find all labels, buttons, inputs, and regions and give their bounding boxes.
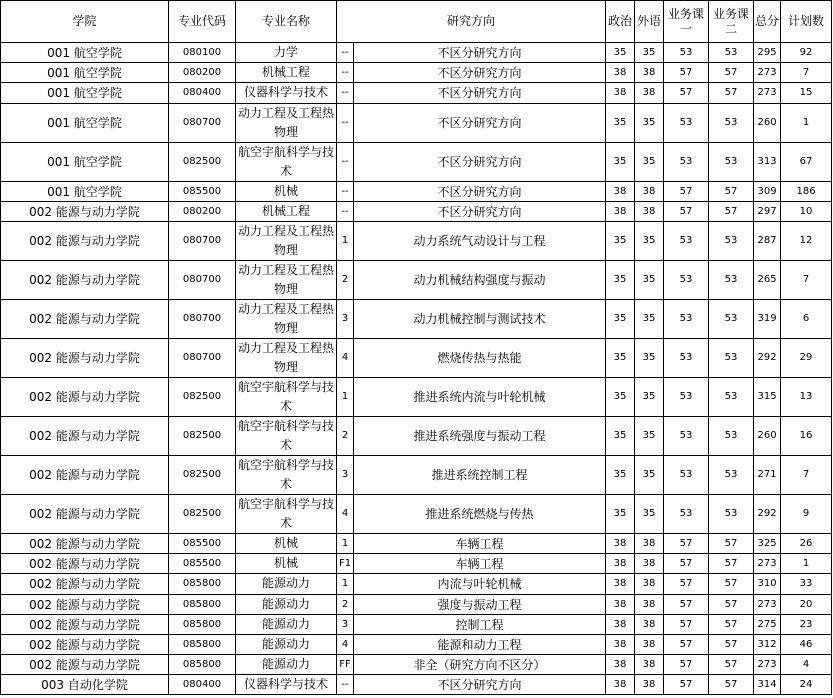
cell-total: 273 <box>754 554 781 574</box>
cell-politics: 38 <box>606 574 635 594</box>
cell-course2: 53 <box>709 260 754 299</box>
cell-direction: 推进系统强度与振动工程 <box>354 416 606 455</box>
cell-total: 273 <box>754 655 781 675</box>
cell-code: 085800 <box>169 655 236 675</box>
cell-code: 080200 <box>169 63 236 83</box>
cell-foreign: 35 <box>635 455 664 494</box>
cell-code: 080700 <box>169 299 236 338</box>
cell-total: 271 <box>754 455 781 494</box>
cell-course2: 57 <box>709 63 754 83</box>
cell-plan: 13 <box>781 377 832 416</box>
cell-total: 325 <box>754 533 781 553</box>
cell-plan: 6 <box>781 299 832 338</box>
cell-college: 002 能源与动力学院 <box>1 574 169 594</box>
cell-college: 002 能源与动力学院 <box>1 416 169 455</box>
cell-plan: 24 <box>781 675 832 695</box>
cell-total: 275 <box>754 614 781 634</box>
cell-direction: 车辆工程 <box>354 554 606 574</box>
cell-course2: 57 <box>709 634 754 654</box>
cell-course2: 53 <box>709 455 754 494</box>
cell-foreign: 38 <box>635 83 664 103</box>
cell-major: 航空宇航科学与技术 <box>236 377 337 416</box>
cell-sub-direction: -- <box>337 181 354 201</box>
cell-total: 309 <box>754 181 781 201</box>
cell-code: 080700 <box>169 260 236 299</box>
cell-sub-direction: 3 <box>337 614 354 634</box>
cell-major: 仪器科学与技术 <box>236 675 337 695</box>
cell-politics: 38 <box>606 554 635 574</box>
table-row <box>1 614 832 634</box>
cell-course2: 57 <box>709 614 754 634</box>
cell-code: 085800 <box>169 574 236 594</box>
cell-total: 292 <box>754 494 781 533</box>
table-row <box>1 83 832 103</box>
table-row <box>1 594 832 614</box>
cell-politics: 38 <box>606 83 635 103</box>
cell-course2: 57 <box>709 554 754 574</box>
cell-plan: 16 <box>781 416 832 455</box>
cell-course2: 53 <box>709 377 754 416</box>
cell-college: 002 能源与动力学院 <box>1 377 169 416</box>
cell-plan: 9 <box>781 494 832 533</box>
cell-code: 080100 <box>169 43 236 63</box>
cell-sub-direction: 1 <box>337 574 354 594</box>
table-row <box>1 377 832 416</box>
cell-direction: 不区分研究方向 <box>354 181 606 201</box>
cell-major: 航空宇航科学与技术 <box>236 142 337 181</box>
cell-college: 002 能源与动力学院 <box>1 299 169 338</box>
cell-sub-direction: 4 <box>337 494 354 533</box>
cell-college: 002 能源与动力学院 <box>1 655 169 675</box>
cell-politics: 38 <box>606 181 635 201</box>
cell-course2: 53 <box>709 416 754 455</box>
cell-major: 机械 <box>236 181 337 201</box>
cell-foreign: 38 <box>635 634 664 654</box>
cell-code: 082500 <box>169 142 236 181</box>
cell-foreign: 38 <box>635 533 664 553</box>
cell-course2: 53 <box>709 299 754 338</box>
cell-foreign: 38 <box>635 201 664 221</box>
cell-course1: 57 <box>664 655 709 675</box>
cell-course1: 57 <box>664 63 709 83</box>
cell-sub-direction: -- <box>337 201 354 221</box>
cell-major: 航空宇航科学与技术 <box>236 455 337 494</box>
cell-sub-direction: 4 <box>337 634 354 654</box>
cell-direction: 非全（研究方向不区分） <box>354 655 606 675</box>
cell-sub-direction: -- <box>337 103 354 142</box>
cell-sub-direction: 1 <box>337 377 354 416</box>
cell-course1: 57 <box>664 533 709 553</box>
cell-course1: 53 <box>664 455 709 494</box>
cell-major: 机械 <box>236 554 337 574</box>
cell-total: 297 <box>754 201 781 221</box>
cell-course1: 57 <box>664 574 709 594</box>
cell-foreign: 35 <box>635 260 664 299</box>
cell-plan: 23 <box>781 614 832 634</box>
cell-direction: 车辆工程 <box>354 533 606 553</box>
cell-major: 机械工程 <box>236 63 337 83</box>
header-foreign: 外语 <box>635 1 664 43</box>
cell-college: 001 航空学院 <box>1 181 169 201</box>
cell-course2: 53 <box>709 338 754 377</box>
cell-course1: 57 <box>664 675 709 695</box>
table-row <box>1 494 832 533</box>
cell-course2: 53 <box>709 43 754 63</box>
table-row <box>1 260 832 299</box>
cell-politics: 38 <box>606 634 635 654</box>
cell-plan: 186 <box>781 181 832 201</box>
table-row <box>1 533 832 553</box>
table-row <box>1 655 832 675</box>
cell-course1: 57 <box>664 594 709 614</box>
cell-politics: 35 <box>606 221 635 260</box>
cell-code: 082500 <box>169 494 236 533</box>
cell-foreign: 35 <box>635 103 664 142</box>
cell-direction: 能源和动力工程 <box>354 634 606 654</box>
cell-total: 273 <box>754 83 781 103</box>
cell-plan: 7 <box>781 455 832 494</box>
cell-major: 能源动力 <box>236 634 337 654</box>
table-row <box>1 574 832 594</box>
cell-total: 273 <box>754 63 781 83</box>
cell-code: 082500 <box>169 377 236 416</box>
cell-total: 265 <box>754 260 781 299</box>
cell-major: 能源动力 <box>236 614 337 634</box>
cell-politics: 35 <box>606 377 635 416</box>
cell-direction: 内流与叶轮机械 <box>354 574 606 594</box>
cell-foreign: 35 <box>635 494 664 533</box>
cell-course1: 53 <box>664 43 709 63</box>
cell-plan: 7 <box>781 63 832 83</box>
cell-direction: 推进系统燃烧与传热 <box>354 494 606 533</box>
cell-sub-direction: 2 <box>337 260 354 299</box>
cell-sub-direction: -- <box>337 43 354 63</box>
cell-course2: 53 <box>709 103 754 142</box>
cell-course1: 53 <box>664 260 709 299</box>
cell-course2: 57 <box>709 574 754 594</box>
cell-course1: 53 <box>664 103 709 142</box>
cell-course1: 53 <box>664 221 709 260</box>
cell-plan: 7 <box>781 260 832 299</box>
table-row <box>1 221 832 260</box>
cell-course2: 53 <box>709 142 754 181</box>
cell-code: 080200 <box>169 201 236 221</box>
cell-code: 080700 <box>169 103 236 142</box>
cell-politics: 35 <box>606 142 635 181</box>
cell-politics: 38 <box>606 675 635 695</box>
cell-code: 085500 <box>169 554 236 574</box>
header-total: 总分 <box>754 1 781 43</box>
header-politics: 政治 <box>606 1 635 43</box>
cell-plan: 20 <box>781 594 832 614</box>
cell-college: 001 航空学院 <box>1 83 169 103</box>
table-row <box>1 142 832 181</box>
cell-politics: 35 <box>606 103 635 142</box>
cell-course2: 57 <box>709 533 754 553</box>
table-row <box>1 103 832 142</box>
cell-major: 航空宇航科学与技术 <box>236 494 337 533</box>
cell-foreign: 38 <box>635 675 664 695</box>
cell-course1: 57 <box>664 83 709 103</box>
cell-plan: 29 <box>781 338 832 377</box>
cell-direction: 强度与振动工程 <box>354 594 606 614</box>
cell-course1: 57 <box>664 614 709 634</box>
cell-college: 002 能源与动力学院 <box>1 533 169 553</box>
cell-total: 287 <box>754 221 781 260</box>
cell-total: 315 <box>754 377 781 416</box>
cell-course1: 57 <box>664 201 709 221</box>
header-course1: 业务课一 <box>664 1 709 43</box>
table-row <box>1 181 832 201</box>
cell-code: 082500 <box>169 416 236 455</box>
table-row <box>1 455 832 494</box>
cell-sub-direction: 4 <box>337 338 354 377</box>
cell-foreign: 38 <box>635 554 664 574</box>
cell-college: 001 航空学院 <box>1 43 169 63</box>
cell-foreign: 38 <box>635 181 664 201</box>
cell-politics: 35 <box>606 43 635 63</box>
cell-sub-direction: -- <box>337 83 354 103</box>
header-course2: 业务课二 <box>709 1 754 43</box>
cell-course2: 57 <box>709 201 754 221</box>
cell-politics: 38 <box>606 594 635 614</box>
cell-total: 260 <box>754 416 781 455</box>
cell-plan: 92 <box>781 43 832 63</box>
cell-direction: 燃烧传热与热能 <box>354 338 606 377</box>
cell-college: 001 航空学院 <box>1 103 169 142</box>
cell-foreign: 35 <box>635 338 664 377</box>
cell-direction: 不区分研究方向 <box>354 103 606 142</box>
cell-politics: 35 <box>606 338 635 377</box>
cell-total: 310 <box>754 574 781 594</box>
cell-college: 002 能源与动力学院 <box>1 614 169 634</box>
table-row <box>1 416 832 455</box>
cell-total: 313 <box>754 142 781 181</box>
cell-foreign: 35 <box>635 142 664 181</box>
cell-course2: 53 <box>709 494 754 533</box>
cell-politics: 38 <box>606 201 635 221</box>
table-body <box>1 43 832 695</box>
cell-direction: 不区分研究方向 <box>354 675 606 695</box>
cell-college: 002 能源与动力学院 <box>1 455 169 494</box>
cell-politics: 38 <box>606 533 635 553</box>
table-row <box>1 554 832 574</box>
cell-course1: 57 <box>664 181 709 201</box>
cell-code: 085500 <box>169 533 236 553</box>
cell-foreign: 38 <box>635 63 664 83</box>
cell-course1: 57 <box>664 634 709 654</box>
table-row <box>1 675 832 695</box>
cell-foreign: 35 <box>635 221 664 260</box>
cell-college: 002 能源与动力学院 <box>1 260 169 299</box>
cell-total: 314 <box>754 675 781 695</box>
cell-course2: 57 <box>709 675 754 695</box>
cell-plan: 1 <box>781 554 832 574</box>
cell-major: 动力工程及工程热物理 <box>236 221 337 260</box>
cell-foreign: 35 <box>635 299 664 338</box>
cell-course1: 53 <box>664 377 709 416</box>
table-row <box>1 63 832 83</box>
cell-foreign: 35 <box>635 43 664 63</box>
cell-course2: 57 <box>709 594 754 614</box>
cell-foreign: 35 <box>635 377 664 416</box>
cell-politics: 35 <box>606 260 635 299</box>
cell-course1: 53 <box>664 416 709 455</box>
cell-direction: 不区分研究方向 <box>354 43 606 63</box>
cell-course1: 53 <box>664 299 709 338</box>
cell-sub-direction: 2 <box>337 416 354 455</box>
cell-course1: 57 <box>664 554 709 574</box>
header-college: 学院 <box>1 1 169 43</box>
cell-plan: 33 <box>781 574 832 594</box>
cell-course2: 53 <box>709 221 754 260</box>
table-row <box>1 634 832 654</box>
cell-plan: 1 <box>781 103 832 142</box>
cell-course2: 57 <box>709 83 754 103</box>
cell-plan: 12 <box>781 221 832 260</box>
header-major: 专业名称 <box>236 1 337 43</box>
cell-direction: 动力机械结构强度与振动 <box>354 260 606 299</box>
cell-sub-direction: 3 <box>337 299 354 338</box>
cell-plan: 67 <box>781 142 832 181</box>
cell-code: 085800 <box>169 614 236 634</box>
cell-direction: 动力机械控制与测试技术 <box>354 299 606 338</box>
cell-politics: 35 <box>606 416 635 455</box>
cell-code: 085800 <box>169 634 236 654</box>
cell-code: 080700 <box>169 221 236 260</box>
cell-major: 力学 <box>236 43 337 63</box>
table-row <box>1 43 832 63</box>
cell-sub-direction: -- <box>337 142 354 181</box>
cell-plan: 10 <box>781 201 832 221</box>
cell-sub-direction: F1 <box>337 554 354 574</box>
cell-code: 080700 <box>169 338 236 377</box>
cell-direction: 不区分研究方向 <box>354 142 606 181</box>
cell-college: 001 航空学院 <box>1 63 169 83</box>
cell-college: 003 自动化学院 <box>1 675 169 695</box>
cell-direction: 不区分研究方向 <box>354 201 606 221</box>
cell-major: 机械工程 <box>236 201 337 221</box>
cell-college: 002 能源与动力学院 <box>1 494 169 533</box>
cell-college: 002 能源与动力学院 <box>1 338 169 377</box>
cell-total: 295 <box>754 43 781 63</box>
cell-total: 273 <box>754 594 781 614</box>
cell-college: 001 航空学院 <box>1 142 169 181</box>
cell-sub-direction: 2 <box>337 594 354 614</box>
cell-foreign: 38 <box>635 574 664 594</box>
cell-direction: 推进系统控制工程 <box>354 455 606 494</box>
table-row <box>1 299 832 338</box>
header-row <box>1 1 832 43</box>
table-row <box>1 338 832 377</box>
cell-code: 080400 <box>169 83 236 103</box>
cell-politics: 35 <box>606 494 635 533</box>
cell-code: 080400 <box>169 675 236 695</box>
cell-direction: 不区分研究方向 <box>354 63 606 83</box>
cell-course2: 57 <box>709 655 754 675</box>
cell-politics: 38 <box>606 614 635 634</box>
cell-plan: 4 <box>781 655 832 675</box>
cell-total: 312 <box>754 634 781 654</box>
cell-direction: 动力系统气动设计与工程 <box>354 221 606 260</box>
cell-college: 002 能源与动力学院 <box>1 634 169 654</box>
cell-college: 002 能源与动力学院 <box>1 221 169 260</box>
cell-code: 085800 <box>169 594 236 614</box>
cell-sub-direction: FF <box>337 655 354 675</box>
cell-politics: 38 <box>606 63 635 83</box>
cell-major: 能源动力 <box>236 594 337 614</box>
cell-plan: 26 <box>781 533 832 553</box>
cell-total: 292 <box>754 338 781 377</box>
cell-sub-direction: 1 <box>337 533 354 553</box>
cell-major: 能源动力 <box>236 655 337 675</box>
cell-major: 航空宇航科学与技术 <box>236 416 337 455</box>
cell-politics: 38 <box>606 655 635 675</box>
cell-politics: 35 <box>606 299 635 338</box>
cell-college: 002 能源与动力学院 <box>1 201 169 221</box>
cell-college: 002 能源与动力学院 <box>1 554 169 574</box>
cell-direction: 控制工程 <box>354 614 606 634</box>
cell-course1: 53 <box>664 142 709 181</box>
cell-major: 动力工程及工程热物理 <box>236 260 337 299</box>
cell-sub-direction: 3 <box>337 455 354 494</box>
header-plan: 计划数 <box>781 1 832 43</box>
cell-major: 动力工程及工程热物理 <box>236 338 337 377</box>
cell-college: 002 能源与动力学院 <box>1 594 169 614</box>
cell-major: 机械 <box>236 533 337 553</box>
cell-direction: 推进系统内流与叶轮机械 <box>354 377 606 416</box>
cell-major: 动力工程及工程热物理 <box>236 299 337 338</box>
cell-course1: 53 <box>664 338 709 377</box>
cell-foreign: 38 <box>635 655 664 675</box>
cell-politics: 35 <box>606 455 635 494</box>
cell-total: 319 <box>754 299 781 338</box>
cell-sub-direction: -- <box>337 63 354 83</box>
cell-plan: 15 <box>781 83 832 103</box>
cell-major: 能源动力 <box>236 574 337 594</box>
cell-foreign: 38 <box>635 594 664 614</box>
cell-foreign: 35 <box>635 416 664 455</box>
cell-major: 仪器科学与技术 <box>236 83 337 103</box>
cell-sub-direction: -- <box>337 675 354 695</box>
cell-plan: 46 <box>781 634 832 654</box>
cell-major: 动力工程及工程热物理 <box>236 103 337 142</box>
cell-course1: 53 <box>664 494 709 533</box>
cell-direction: 不区分研究方向 <box>354 83 606 103</box>
cell-foreign: 38 <box>635 614 664 634</box>
table-row <box>1 201 832 221</box>
header-code: 专业代码 <box>169 1 236 43</box>
cell-code: 082500 <box>169 455 236 494</box>
cell-total: 260 <box>754 103 781 142</box>
header-direction: 研究方向 <box>337 1 606 43</box>
cell-code: 085500 <box>169 181 236 201</box>
cell-sub-direction: 1 <box>337 221 354 260</box>
cell-course2: 57 <box>709 181 754 201</box>
